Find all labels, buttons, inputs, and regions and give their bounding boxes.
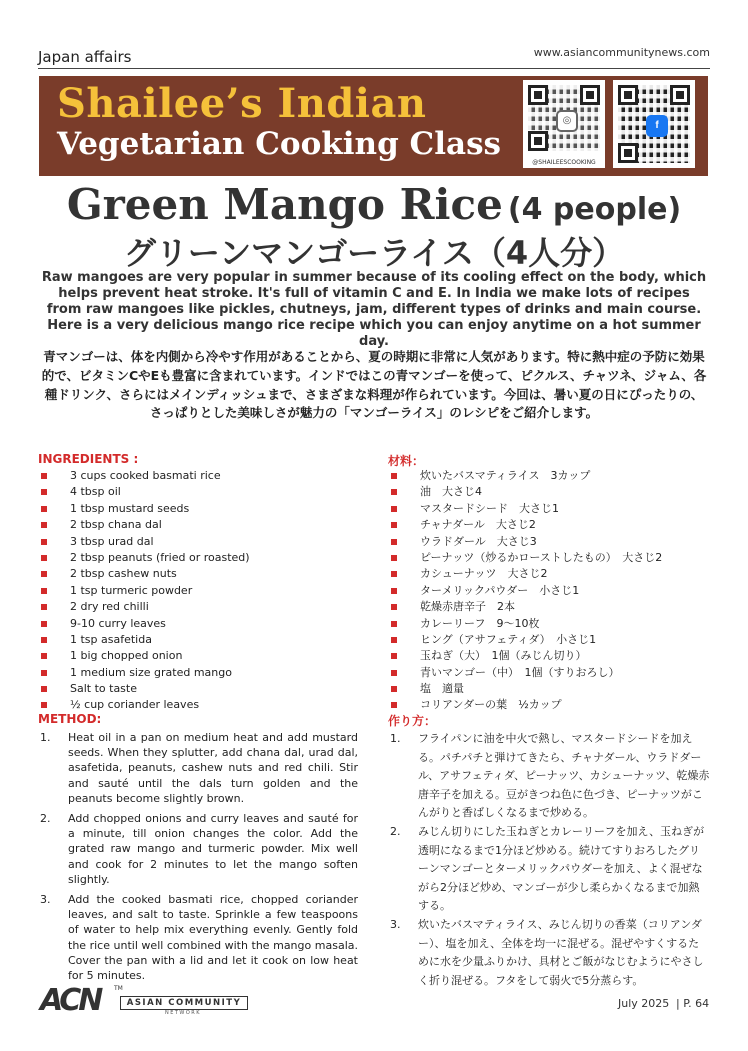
ingredient-text: 3 tbsp urad dal: [70, 534, 154, 548]
bullet-square-icon: [41, 588, 47, 594]
qr-finder: [618, 85, 638, 105]
step-number: 3.: [40, 893, 51, 907]
recipe-title-jp: グリーンマンゴーライス（4人分）: [123, 234, 625, 272]
ingredient-text: 塩 適量: [420, 682, 464, 696]
ingredient-item-jp: [388, 632, 662, 648]
bullet-square-icon: [391, 489, 397, 495]
issue-date: July 2025: [618, 997, 670, 1010]
bullet-square-icon: [41, 653, 47, 659]
method-steps-en: [38, 730, 358, 988]
ingredient-text: コリアンダーの葉 ½カップ: [420, 698, 562, 712]
ingredient-text: ウラドダール 大さじ3: [420, 534, 537, 548]
bullet-square-icon: [391, 506, 397, 512]
ingredient-text: 4 tbsp oil: [70, 485, 121, 499]
ingredient-item-jp: [388, 583, 662, 599]
ingredient-item: [38, 501, 250, 517]
trademark-label: TM: [114, 985, 123, 992]
ingredient-item: [38, 517, 250, 533]
method-step-jp: [388, 823, 710, 916]
banner-title-line2: Vegetarian Cooking Class: [57, 126, 501, 162]
step-number: 3.: [390, 917, 401, 931]
ingredient-item-jp: [388, 566, 662, 582]
bullet-square-icon: [391, 522, 397, 528]
ingredient-item: [38, 632, 250, 648]
qr-finder: [528, 131, 548, 151]
recipe-title-main: Green Mango Rice: [66, 180, 503, 229]
ingredient-text: ピーナッツ（炒るかローストしたもの） 大さじ2: [420, 550, 663, 564]
bullet-square-icon: [41, 473, 47, 479]
page-number: | P. 64: [676, 997, 710, 1010]
recipe-title-servings: (4 people): [507, 192, 682, 227]
instagram-qr-code[interactable]: [523, 80, 605, 168]
ingredient-text: チャナダール 大さじ2: [420, 518, 536, 532]
ingredient-text: ターメリックパウダー 小さじ1: [420, 583, 580, 597]
bullet-square-icon: [41, 489, 47, 495]
step-text: Heat oil in a pan on medium heat and add mustard seeds. When they splutter, add chana dal, urad dal, asafetida, peanuts, cashew nuts and red chili. Stir and sauté until the dals turn golden and the peanuts become slightly brown.: [68, 731, 358, 805]
step-text: フライパンに油を中火で熱し、マスタードシードを加える。パチパチと弾けてきたら、チャナダール、ウラドダール、アサフェティダ、ピーナッツ、カシューナッツ、乾燥赤唐辛子を加える。豆がきつね色に色づき、ピーナッツがこんがりと香ばしくなるまで炒める。: [418, 732, 710, 820]
bullet-square-icon: [391, 604, 397, 610]
ingredient-item-jp: [388, 501, 662, 517]
bullet-square-icon: [41, 539, 47, 545]
ingredient-text: 1 tsp asafetida: [70, 632, 152, 646]
qr-finder: [528, 85, 548, 105]
method-step: [38, 730, 358, 806]
acn-logo-mark: ACN: [40, 983, 101, 1018]
method-step: [38, 892, 358, 983]
qr-pattern: [528, 85, 600, 151]
recipe-title-en: [0, 180, 748, 229]
ingredients-list-en: [38, 468, 250, 714]
ingredient-text: 乾燥赤唐辛子 2本: [420, 600, 515, 614]
acn-logo-name: ASIAN COMMUNITY: [120, 996, 248, 1010]
bullet-square-icon: [41, 621, 47, 627]
instagram-handle: @SHAILEESCOOKING: [532, 159, 596, 166]
ingredient-item: [38, 583, 250, 599]
qr-finder: [580, 85, 600, 105]
ingredient-item-jp: [388, 517, 662, 533]
ingredients-heading-jp: 材料：: [388, 454, 425, 468]
ingredient-text: 炊いたバスマティライス 3カップ: [420, 469, 591, 482]
ingredient-item-jp: [388, 648, 662, 664]
ingredient-text: 1 tbsp mustard seeds: [70, 501, 190, 515]
qr-finder: [670, 85, 690, 105]
step-text: みじん切りにした玉ねぎとカレーリーフを加え、玉ねぎが透明になるまで1分ほど炒める。続けてすりおろしたグリーンマンゴーとターメリックパウダーを加え、よく混ぜながら2分ほど炒め、マンゴーが少し柔らかくなるまで加熱する。: [418, 824, 705, 913]
bullet-square-icon: [391, 670, 397, 676]
bullet-square-icon: [41, 506, 47, 512]
bullet-square-icon: [391, 473, 397, 479]
facebook-icon: f: [646, 115, 668, 137]
ingredient-text: ½ cup coriander leaves: [70, 698, 200, 712]
ingredient-text: 2 tbsp cashew nuts: [70, 567, 177, 581]
ingredient-item: [38, 468, 250, 484]
ingredient-item: [38, 566, 250, 582]
ingredient-text: 3 cups cooked basmati rice: [70, 469, 221, 482]
ingredient-text: カレーリーフ 9〜10枚: [420, 616, 540, 630]
ingredient-text: カシューナッツ 大さじ2: [420, 567, 548, 581]
section-label: Japan affairs: [38, 48, 132, 66]
step-number: 1.: [390, 732, 401, 745]
qr-finder: [618, 143, 638, 163]
ingredient-item: [38, 599, 250, 615]
step-number: 2.: [40, 812, 51, 826]
bullet-square-icon: [391, 637, 397, 643]
ingredient-item-jp: [388, 468, 662, 484]
ingredient-item: [38, 616, 250, 632]
ingredient-item: [38, 648, 250, 664]
ingredient-item-jp: [388, 484, 662, 500]
ingredient-item: [38, 550, 250, 566]
instagram-icon: ◎: [556, 110, 578, 132]
ingredient-text: 2 tbsp peanuts (fried or roasted): [70, 550, 250, 564]
banner: [39, 76, 708, 176]
ingredients-list-jp: [388, 468, 662, 714]
bullet-square-icon: [41, 604, 47, 610]
bullet-square-icon: [41, 686, 47, 692]
facebook-qr-code[interactable]: [613, 80, 695, 168]
bullet-square-icon: [41, 571, 47, 577]
method-step: [38, 811, 358, 887]
bullet-square-icon: [391, 555, 397, 561]
bullet-square-icon: [391, 702, 397, 708]
step-number: 1.: [40, 731, 51, 744]
header-rule: [38, 68, 710, 69]
acn-logo: [40, 985, 250, 1017]
bullet-square-icon: [391, 621, 397, 627]
ingredient-item: [38, 681, 250, 697]
ingredient-text: ヒング（アサフェティダ） 小さじ1: [420, 632, 597, 646]
bullet-square-icon: [391, 588, 397, 594]
ingredient-text: 2 dry red chilli: [70, 600, 149, 614]
ingredient-text: 1 tsp turmeric powder: [70, 583, 193, 597]
qr-pattern: [618, 85, 690, 163]
method-step-jp: [388, 730, 710, 823]
step-number: 2.: [390, 824, 401, 838]
method-heading: METHOD:: [38, 712, 102, 726]
ingredient-item-jp: [388, 681, 662, 697]
ingredient-text: 油 大さじ4: [420, 485, 482, 499]
bullet-square-icon: [41, 522, 47, 528]
ingredient-text: 1 medium size grated mango: [70, 665, 232, 679]
ingredient-item: [38, 665, 250, 681]
bullet-square-icon: [391, 539, 397, 545]
site-url[interactable]: www.asiancommunitynews.com: [533, 46, 710, 59]
ingredient-item-jp: [388, 616, 662, 632]
ingredient-text: 9-10 curry leaves: [70, 616, 166, 630]
intro-paragraph-en: Raw mangoes are very popular in summer because of its cooling effect on the body, which helps prevent heat stroke. It's full of vitamin C and E. In India we make lots of recipes from raw mangoes like pickles, chutneys, jam, different types of drinks and main course. Here is a very delicious mango rice recipe which you can enjoy anytime on a hot summer day.: [41, 270, 707, 349]
method-heading-jp: 作り方：: [388, 714, 437, 728]
bullet-square-icon: [391, 686, 397, 692]
step-text: 炊いたバスマティライス、みじん切りの香菜（コリアンダー）、塩を加え、全体を均一に混ぜる。混ぜやすくするために水を少量ふりかけ、具材とご飯がなじむようにやさしく折り混ぜる。フタをして弱火で5分蒸らす。: [418, 917, 704, 987]
method-step-jp: [388, 916, 710, 990]
bullet-square-icon: [41, 637, 47, 643]
ingredient-text: 1 big chopped onion: [70, 649, 183, 663]
bullet-square-icon: [41, 670, 47, 676]
ingredients-heading: INGREDIENTS :: [38, 452, 139, 466]
ingredient-text: Salt to taste: [70, 682, 137, 696]
intro-paragraph-jp: 青マンゴーは、体を内側から冷やす作用があることから、夏の時期に非常に人気があります。特に熱中症の予防に効果的で、ビタミンCやEも豊富に含まれています。インドではこの青マンゴーを使って、ピクルス、チャツネ、ジャム、各種ドリンク、さらにはメインディッシュまで、さまざまな料理が作られています。今回は、暑い夏の日にぴったりの、さっぱりとした美味しさが魅力の「マンゴーライス」のレシピをご紹介します。: [41, 349, 707, 421]
bullet-square-icon: [41, 555, 47, 561]
bullet-square-icon: [391, 653, 397, 659]
ingredient-item: [38, 534, 250, 550]
ingredient-text: マスタードシード 大さじ1: [420, 501, 559, 515]
acn-logo-subtitle: NETWORK: [164, 1010, 202, 1016]
ingredient-item: [38, 484, 250, 500]
ingredient-item-jp: [388, 534, 662, 550]
ingredient-text: 青いマンゴー（中） 1個（すりおろし）: [420, 665, 620, 679]
ingredient-item-jp: [388, 665, 662, 681]
ingredient-text: 玉ねぎ（大） 1個（みじん切り）: [420, 649, 587, 663]
ingredient-item-jp: [388, 599, 662, 615]
method-steps-jp: [388, 730, 710, 990]
step-text: Add chopped onions and curry leaves and sauté for a minute, till onion changes the color. Add the grated raw mango and turmeric powder. Mix well and cook for 2 minutes to let the mango soften slightly.: [68, 812, 358, 886]
ingredient-item-jp: [388, 550, 662, 566]
bullet-square-icon: [41, 702, 47, 708]
bullet-square-icon: [391, 571, 397, 577]
banner-title-line1: Shailee’s Indian: [57, 80, 427, 127]
ingredient-text: 2 tbsp chana dal: [70, 518, 162, 532]
step-text: Add the cooked basmati rice, chopped coriander leaves, and salt to taste. Sprinkle a few teaspoons of water to help mix everything evenly. Gently fold the rice until well combined with the mango masala. Cover the pan with a lid and let it cook on low heat for 5 minutes.: [68, 893, 358, 983]
